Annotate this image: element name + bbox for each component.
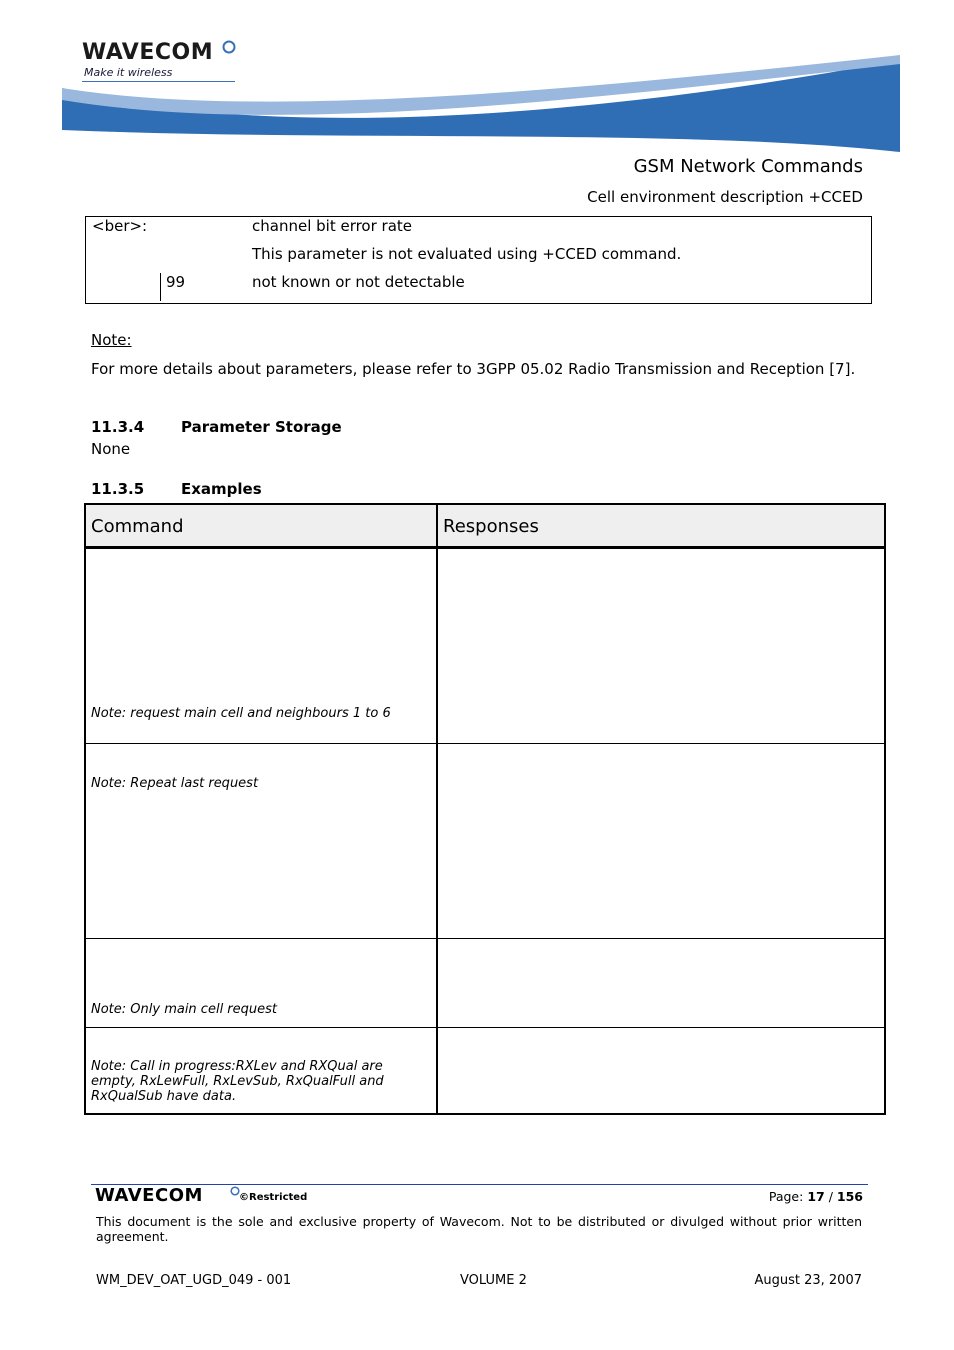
row-divider — [84, 938, 886, 939]
restricted-label: ©Restricted — [239, 1192, 308, 1203]
legal-notice: This document is the sole and exclusive property of Wavecom. Not to be distributed or divulged without prior written agreement. — [96, 1214, 862, 1244]
section-body: None — [91, 440, 131, 458]
logo-tagline: Make it wireless — [84, 66, 173, 79]
column-divider — [436, 503, 438, 1115]
row-divider — [84, 1027, 886, 1028]
table-row-3-command-note: Note: Only main cell request — [91, 1002, 278, 1017]
footer-logo-wordmark: WAVECOM — [95, 1185, 203, 1206]
table-row-2-command-note: Note: Repeat last request — [91, 776, 259, 791]
section-heading-11-3-5 — [91, 480, 262, 498]
table-row-4-command-note: Note: Call in progress:RXLev and RXQual are empty, RxLewFull, RxLevSub, RxQualFull and RxQualSub have data. — [91, 1059, 384, 1104]
page-label: Page: — [768, 1189, 804, 1204]
section-number: 11.3.5 — [91, 480, 145, 498]
section-number: 11.3.4 — [91, 418, 145, 436]
examples-table — [84, 503, 886, 1115]
ber-note: This parameter is not evaluated using +CCED command. — [252, 245, 682, 263]
company-logo-wordmark: WAVECOM — [82, 40, 214, 65]
document-date: August 23, 2007 — [754, 1273, 862, 1288]
chapter-title: GSM Network Commands — [633, 156, 863, 177]
header-separator — [84, 546, 886, 549]
section-heading-11-3-4 — [91, 418, 342, 436]
row-divider — [84, 743, 886, 744]
footer-rule — [91, 1184, 868, 1185]
section-title: Cell environment description +CCED — [587, 188, 863, 206]
ber-description: channel bit error rate — [252, 217, 413, 235]
table-row-1-command-note: Note: request main cell and neighbours 1 to 6 — [91, 706, 391, 721]
ber-value-divider — [160, 273, 161, 301]
logo-underline — [82, 81, 235, 82]
volume-label: VOLUME 2 — [460, 1273, 527, 1288]
logo-swirl-icon — [222, 40, 236, 54]
section-title-text: Parameter Storage — [181, 418, 342, 436]
note-text: For more details about parameters, please refer to 3GPP 05.02 Radio Transmission and Reception [7]. — [91, 360, 856, 378]
section-title-text: Examples — [181, 480, 262, 498]
ber-param-name: <ber>: — [92, 217, 148, 235]
header-swoosh-graphic — [60, 50, 900, 160]
ber-value: 99 — [166, 273, 186, 291]
note-label: Note: — [91, 331, 132, 349]
ber-value-description: not known or not detectable — [252, 273, 465, 291]
document-reference: WM_DEV_OAT_UGD_049 - 001 — [96, 1273, 292, 1288]
page-total: 156 — [836, 1189, 863, 1204]
page-current: 17 — [807, 1189, 825, 1204]
column-header-command: Command — [91, 516, 184, 537]
page-number: Page: 17 / 156 — [768, 1189, 863, 1204]
column-header-responses: Responses — [443, 516, 539, 537]
